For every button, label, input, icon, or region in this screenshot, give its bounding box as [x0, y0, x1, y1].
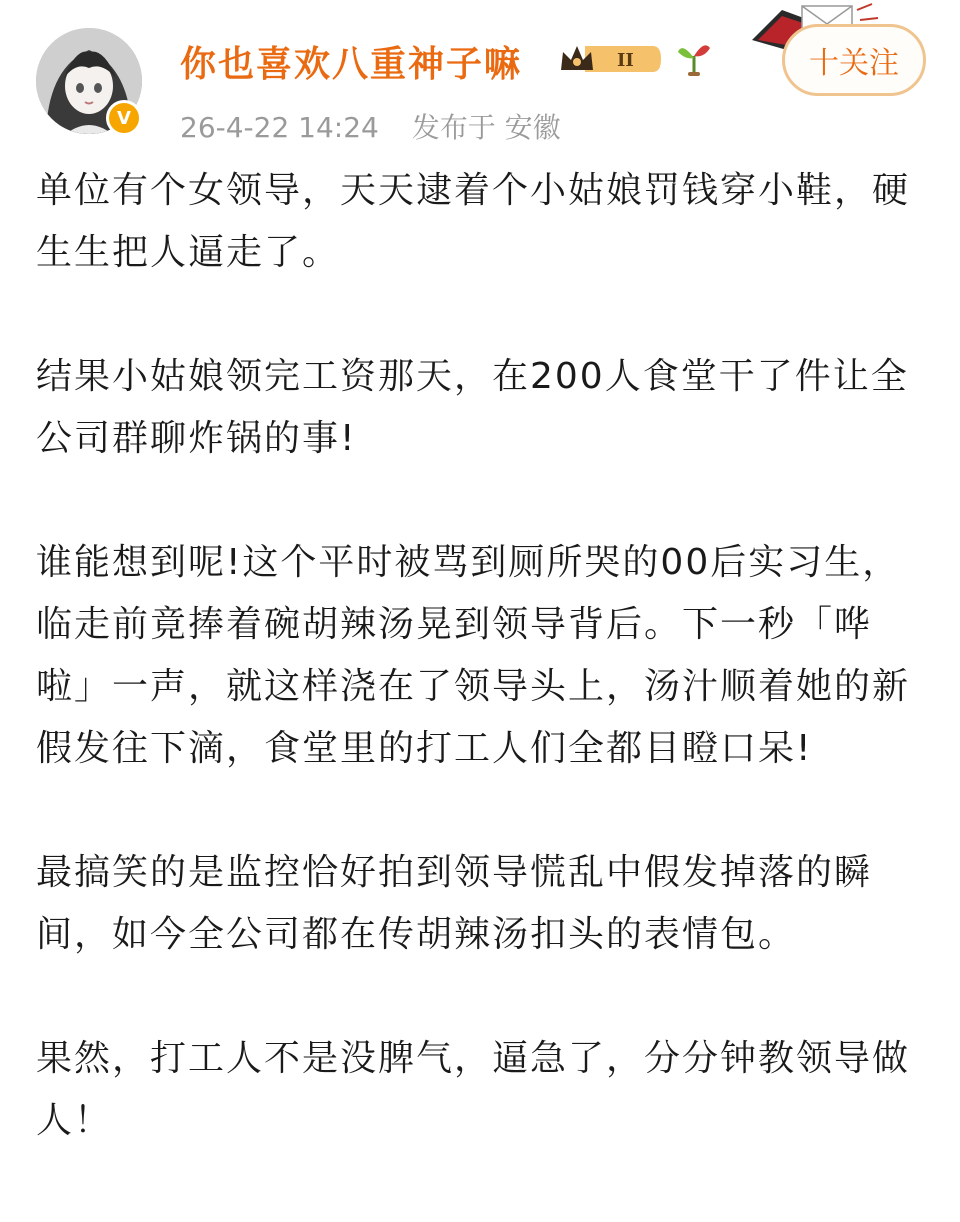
post-location: 发布于 安徽	[411, 111, 561, 144]
post-content	[36, 160, 926, 1152]
post-timestamp: 26-4-22 14:24	[180, 111, 379, 144]
post-paragraph: 结果小姑娘领完工资那天，在200人食堂干了件让全公司群聊炸锅的事!	[36, 356, 909, 459]
post-meta	[180, 106, 561, 146]
level-badge-text: II	[617, 50, 634, 71]
verified-badge-icon: V	[106, 100, 142, 136]
crown-level-badge-icon	[557, 40, 663, 78]
post-paragraph: 果然，打工人不是没脾气，逼急了，分分钟教领导做人！	[36, 1038, 911, 1141]
post-header	[0, 0, 960, 150]
post-paragraph: 谁能想到呢!这个平时被骂到厕所哭的00后实习生，临走前竟捧着碗胡辣汤晃到领导背后。下一秒「哗啦」一声，就这样浇在了领导头上，汤汁顺着她的新假发往下滴，食堂里的打工人们全都目瞪口呆!	[36, 542, 911, 769]
author-name[interactable]: 你也喜欢八重神子嘛	[180, 44, 523, 85]
follow-button[interactable]: 十关注	[782, 24, 926, 96]
post-paragraph: 最搞笑的是监控恰好拍到领导慌乱中假发掉落的瞬间，如今全公司都在传胡辣汤扣头的表情包。	[36, 852, 873, 955]
post-paragraph: 单位有个女领导，天天逮着个小姑娘罚钱穿小鞋，硬生生把人逼走了。	[36, 170, 911, 273]
sprout-icon	[674, 38, 714, 78]
